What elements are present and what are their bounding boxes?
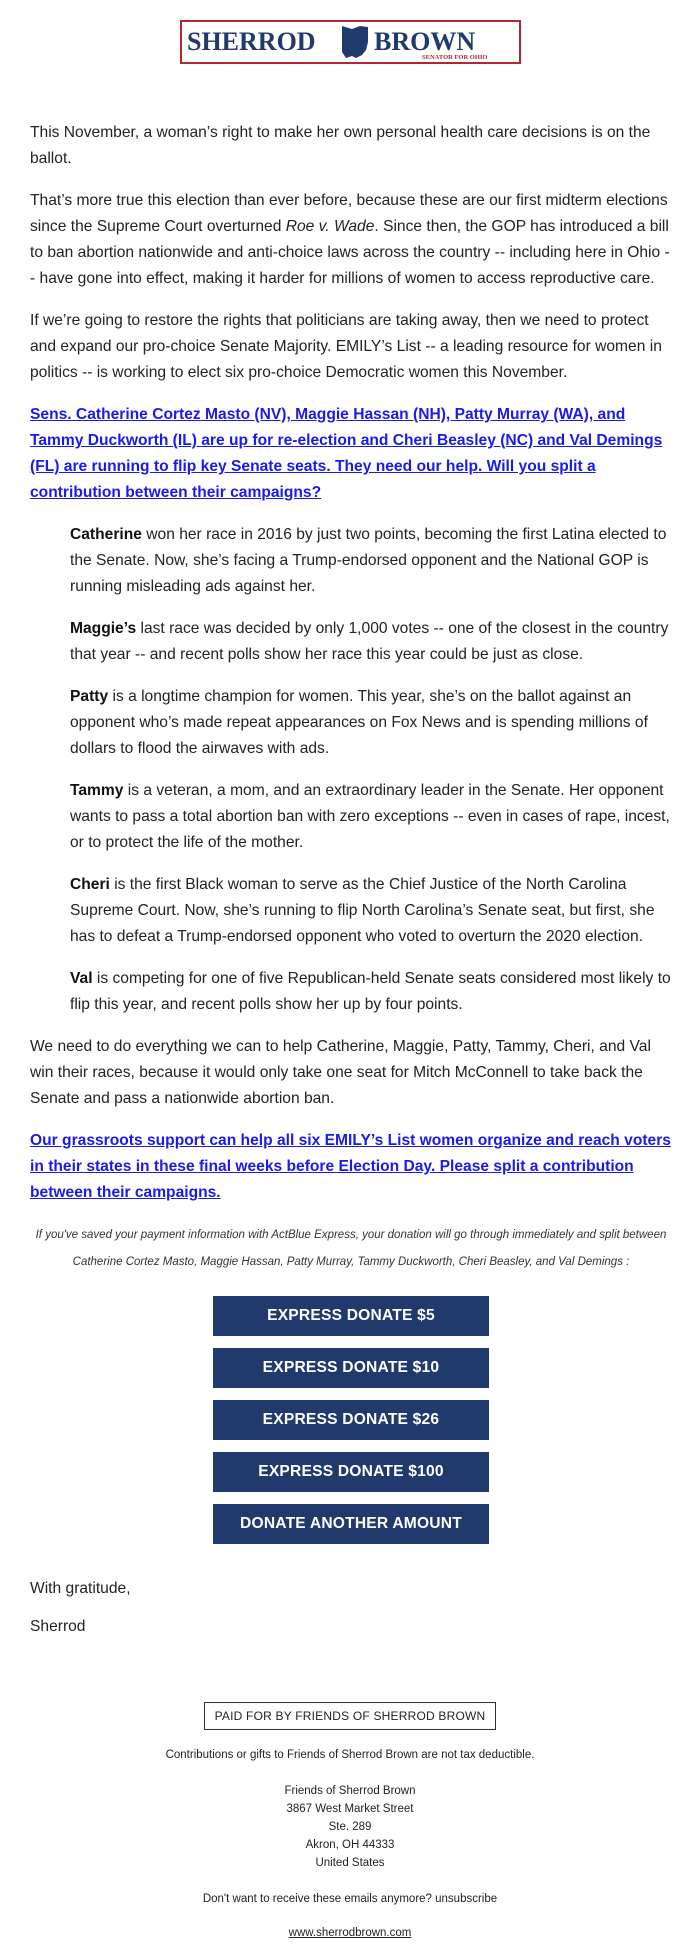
ohio-state-icon	[342, 26, 368, 58]
signoff-name: Sherrod	[30, 1618, 86, 1635]
logo-first-name: SHERROD	[187, 27, 316, 56]
bio-name: Patty	[70, 688, 109, 705]
express-donate-5-button[interactable]: EXPRESS DONATE $5	[213, 1296, 489, 1336]
intro-paragraph-1: This November, a woman’s right to make her own personal health care decisions is on the ballot.	[30, 124, 651, 167]
address-line: Ste. 289	[328, 1821, 372, 1833]
bio-tammy	[70, 778, 672, 856]
address-line: 3867 West Market Street	[286, 1803, 414, 1815]
donate-another-amount-button[interactable]: DONATE ANOTHER AMOUNT	[213, 1504, 489, 1544]
logo-last-name: BROWN	[374, 27, 476, 56]
intro-p2-after: . Since then, the GOP has introduced a bill to ban abortion nationwide and anti-choice laws across the country -- including here in Ohio -- have gone into effect, making it harder for millions of women to access reproductive care.	[30, 218, 670, 287]
bio-cheri	[70, 872, 672, 950]
address-line: United States	[315, 1857, 385, 1869]
website-link[interactable]: www.sherrodbrown.com	[288, 1927, 412, 1939]
sherrod-brown-logo	[180, 20, 521, 64]
intro-paragraph-3: If we’re going to restore the rights that politicians are taking away, then we need to protect and expand our pro-choice Senate Majority. EMILY’s List -- a leading resource for women in politics -- is working to elect six pro-choice Democratic women this November.	[30, 312, 662, 381]
bio-text: last race was decided by only 1,000 votes -- one of the closest in the country that year -- and recent polls show her race this year could be just as close.	[70, 620, 669, 663]
signoff-closing: With gratitude,	[30, 1580, 131, 1597]
paid-for-disclaimer: PAID FOR BY FRIENDS OF SHERROD BROWN	[204, 1702, 497, 1730]
mailing-address	[0, 1782, 700, 1872]
express-donate-26-button[interactable]: EXPRESS DONATE $26	[213, 1400, 489, 1440]
signoff	[30, 1576, 672, 1640]
express-donate-100-button[interactable]: EXPRESS DONATE $100	[213, 1452, 489, 1492]
bio-name: Catherine	[70, 526, 142, 543]
header	[0, 20, 700, 68]
footer	[0, 1702, 700, 1942]
split-contribution-link-1[interactable]: Sens. Catherine Cortez Masto (NV), Maggie Hassan (NH), Patty Murray (WA), and Tammy Duckworth (IL) are up for re-election and Cheri Beasley (NC) and Val Demings (FL) are running to flip key Senate seats. They need our help. Will you split a contribution between their campaigns?	[30, 406, 663, 501]
bio-name: Tammy	[70, 782, 124, 799]
unsubscribe-line	[0, 1890, 700, 1908]
logo-tagline: SENATOR FOR OHIO	[422, 54, 488, 61]
express-donate-10-button[interactable]: EXPRESS DONATE $10	[213, 1348, 489, 1388]
bio-val	[70, 966, 672, 1018]
unsubscribe-link[interactable]: unsubscribe	[435, 1893, 498, 1905]
address-line: Akron, OH 44333	[305, 1839, 395, 1851]
bio-text: won her race in 2016 by just two points, becoming the first Latina elected to the Senate. Now, she’s facing a Trump-endorsed opponent and the National GOP is running misleading ads against her.	[70, 526, 667, 595]
logo-graphic	[182, 22, 519, 62]
email-body	[30, 120, 672, 1652]
bio-name: Maggie’s	[70, 620, 137, 637]
donate-buttons	[30, 1296, 672, 1556]
split-contribution-link-2[interactable]: Our grassroots support can help all six EMILY’s List women organize and reach voters in their states in these final weeks before Election Day. Please split a contribution between their campaigns.	[30, 1132, 671, 1201]
actblue-express-note: If you've saved your payment information with ActBlue Express, your donation will go through immediately and split between Catherine Cortez Masto, Maggie Hassan, Patty Murray, Tammy Duckworth, Cheri Beasley, and Val Demings :	[35, 1229, 667, 1268]
intro-paragraph-2	[30, 188, 672, 292]
bio-name: Val	[70, 970, 93, 987]
bio-text: is the first Black woman to serve as the Chief Justice of the North Carolina Supreme Court. Now, she’s running to flip North Carolina’s Senate seat, but first, she has to defeat a Trump-endorsed opponent who voted to overturn the 2020 election.	[70, 876, 655, 945]
bio-text: is a longtime champion for women. This year, she’s on the ballot against an opponent who’s made repeat appearances on Fox News and is spending millions of dollars to flood the airwaves with ads.	[70, 688, 648, 757]
bio-maggie	[70, 616, 672, 668]
unsubscribe-text: Don't want to receive these emails anymore?	[202, 1893, 436, 1905]
website-line	[0, 1924, 700, 1942]
bio-catherine	[70, 522, 672, 600]
bio-text: is competing for one of five Republican-held Senate seats considered most likely to flip this year, and recent polls show her up by four points.	[70, 970, 671, 1013]
bio-patty	[70, 684, 672, 762]
address-line: Friends of Sherrod Brown	[284, 1785, 416, 1797]
bio-text: is a veteran, a mom, and an extraordinary leader in the Senate. Her opponent wants to pass a total abortion ban with zero exceptions -- even in cases of rape, incest, or to protect the life of the mother.	[70, 782, 670, 851]
bio-name: Cheri	[70, 876, 110, 893]
candidate-bios	[30, 522, 672, 1018]
roe-v-wade-italic: Roe v. Wade	[285, 218, 375, 235]
need-paragraph: We need to do everything we can to help Catherine, Maggie, Patty, Tammy, Cheri, and Val win their races, because it would only take one seat for Mitch McConnell to take back the Senate and pass a nationwide abortion ban.	[30, 1038, 651, 1107]
tax-note: Contributions or gifts to Friends of Sherrod Brown are not tax deductible.	[165, 1749, 535, 1761]
intro-p2-before: That’s more true this election than ever before, because these are our first midterm elections since the Supreme Court overturned	[30, 192, 668, 235]
